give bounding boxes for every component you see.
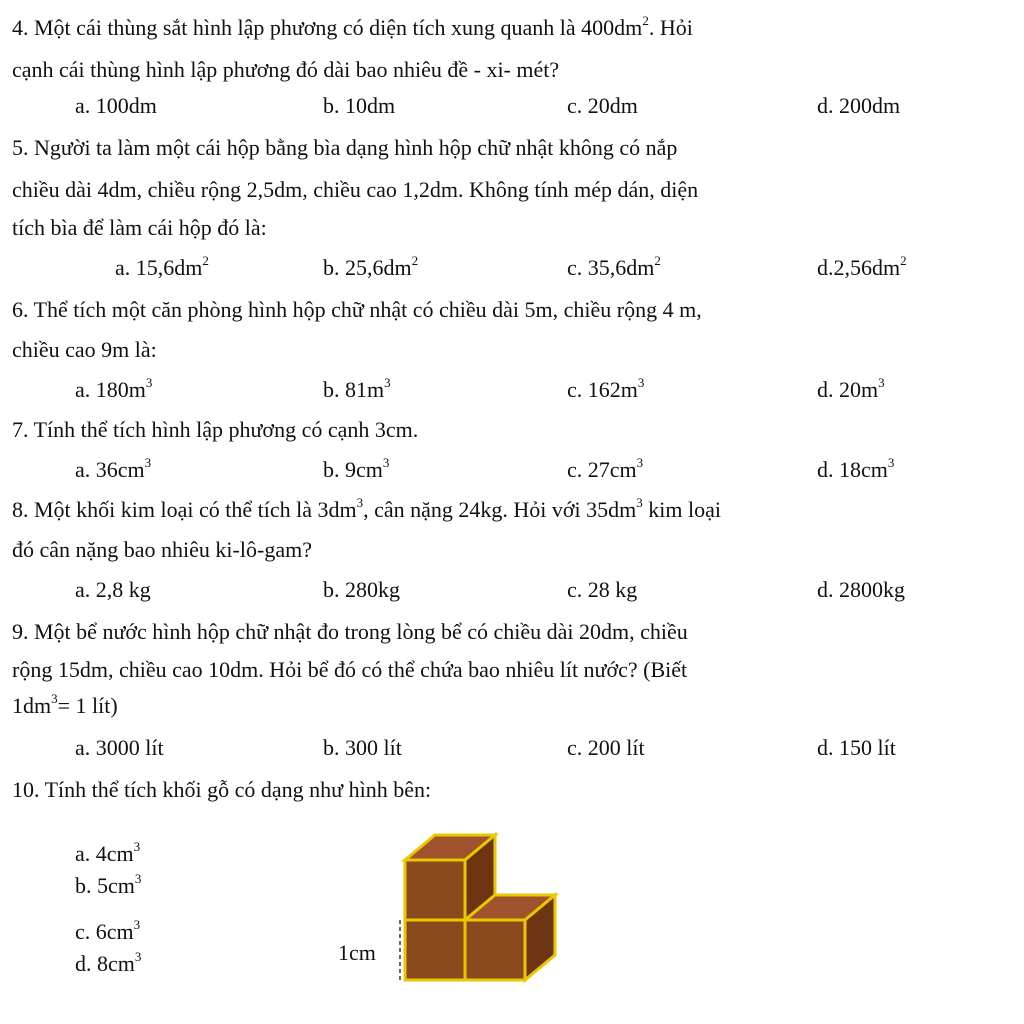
q6-option-c: c. $162m^3$ bbox=[567, 374, 645, 402]
q7-option-c: c. $27cm^3$ bbox=[567, 454, 644, 482]
cube-bottom-right bbox=[465, 895, 555, 980]
q5-option-b: b. $25,6dm^2$ bbox=[323, 252, 419, 280]
q7-option-d: d. $18cm^3$ bbox=[817, 454, 895, 482]
q5-option-a: a. $15,6dm^2$ bbox=[115, 252, 209, 280]
question-9-line-1: 9. Một bể nước hình hộp chữ nhật đo trong lòng bể có chiều dài 20dm, chiều bbox=[12, 619, 688, 644]
q5-option-d: $d.2,56dm^2$ bbox=[817, 252, 907, 280]
question-8-line-1: 8. Một khối kim loại có thể tích là $3dm^3$, cân nặng 24kg. Hỏi với $35dm^3$ kim loại bbox=[12, 494, 721, 522]
q6-option-a: a. $180m^3$ bbox=[75, 374, 153, 402]
question-5-line-1: 5. Người ta làm một cái hộp bằng bìa dạng hình hộp chữ nhật không có nắp bbox=[12, 135, 678, 160]
q6-option-d: d. $20m^3$ bbox=[817, 374, 885, 402]
q4-option-c: c. 20dm bbox=[567, 93, 638, 118]
question-10-line-1: 10. Tính thể tích khối gỗ có dạng như hình bên: bbox=[12, 777, 432, 802]
cube-face-front bbox=[405, 920, 465, 980]
q9-option-d: d. 150 lít bbox=[817, 735, 896, 760]
cube-stack-figure bbox=[330, 825, 570, 995]
question-5-line-2: chiều dài 4dm, chiều rộng 2,5dm, chiều cao 1,2dm. Không tính mép dán, diện bbox=[12, 177, 699, 202]
question-7-line-1: 7. Tính thể tích hình lập phương có cạnh 3cm. bbox=[12, 417, 419, 442]
q8-option-a: a. 2,8 kg bbox=[75, 577, 151, 602]
q8-option-b: b. 280kg bbox=[323, 577, 400, 602]
q7-option-a: a. $36cm^3$ bbox=[75, 454, 152, 482]
q10-option-d: d. $8cm^3$ bbox=[75, 948, 142, 976]
q7-option-b: b. $9cm^3$ bbox=[323, 454, 390, 482]
q4-option-a: a. 100dm bbox=[75, 93, 157, 118]
cube-face-front bbox=[405, 860, 465, 920]
q9-option-b: b. 300 lít bbox=[323, 735, 402, 760]
q8-option-c: c. 28 kg bbox=[567, 577, 638, 602]
q10-option-a: a. $4cm^3$ bbox=[75, 838, 141, 866]
question-6-line-2: chiều cao 9m là: bbox=[12, 337, 157, 362]
q5-option-c: c. $35,6dm^2$ bbox=[567, 252, 661, 280]
q10-option-b: b. $5cm^3$ bbox=[75, 870, 142, 898]
question-4-line-2: cạnh cái thùng hình lập phương đó dài bao nhiêu đề - xi- mét? bbox=[12, 57, 560, 82]
q8-option-d: d. 2800kg bbox=[817, 577, 905, 602]
question-8-line-2: đó cân nặng bao nhiêu ki-lô-gam? bbox=[12, 537, 312, 562]
q9-option-a: a. 3000 lít bbox=[75, 735, 164, 760]
q6-option-b: b. $81m^3$ bbox=[323, 374, 391, 402]
q4-option-d: d. 200dm bbox=[817, 93, 901, 118]
question-6-line-1: 6. Thể tích một căn phòng hình hộp chữ nhật có chiều dài 5m, chiều rộng 4 m, bbox=[12, 297, 702, 322]
question-9-line-3: $1dm^3= 1$ lít) bbox=[12, 690, 118, 718]
q10-option-c: c. $6cm^3$ bbox=[75, 916, 141, 944]
question-5-line-3: tích bìa để làm cái hộp đó là: bbox=[12, 215, 267, 240]
q4-option-b: b. 10dm bbox=[323, 93, 396, 118]
cube-face-front bbox=[465, 920, 525, 980]
question-9-line-2: rộng 15dm, chiều cao 10dm. Hỏi bể đó có thể chứa bao nhiêu lít nước? (Biết bbox=[12, 657, 688, 682]
q9-option-c: c. 200 lít bbox=[567, 735, 645, 760]
figure-edge-label: 1cm bbox=[338, 940, 376, 965]
cube-bottom-left bbox=[405, 920, 465, 980]
question-4-line-1: 4. Một cái thùng sắt hình lập phương có diện tích xung quanh là $400dm^2$. Hỏi bbox=[12, 12, 693, 40]
